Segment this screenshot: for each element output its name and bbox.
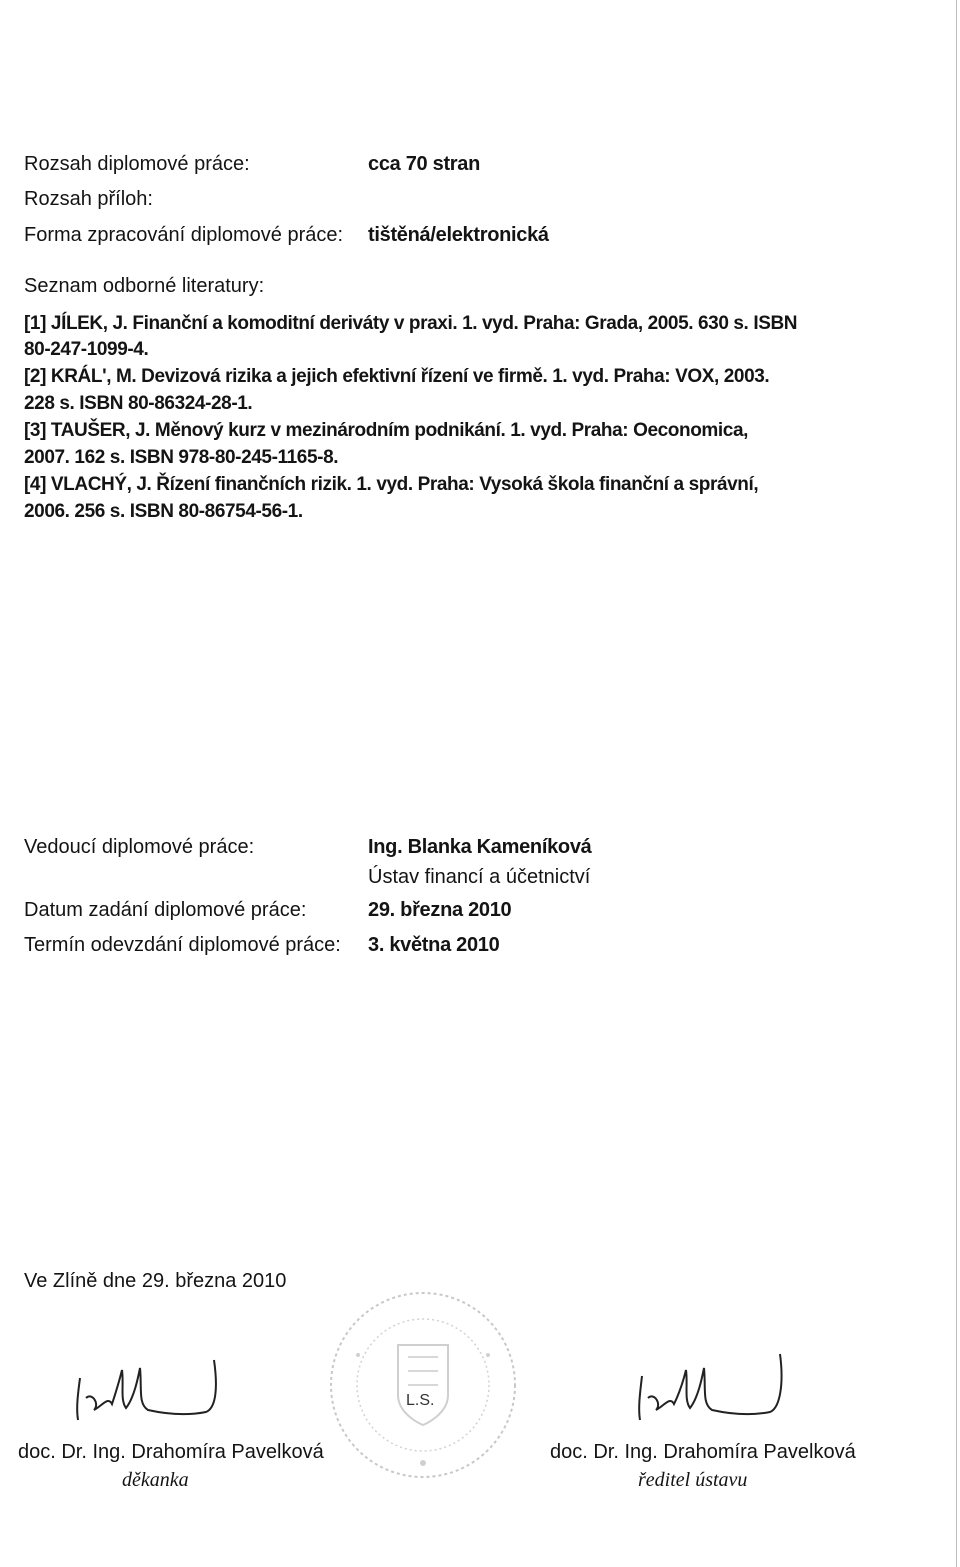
right-signatory-name: doc. Dr. Ing. Drahomíra Pavelková bbox=[550, 1441, 856, 1463]
reference-line: 2006. 256 s. ISBN 80-86754-56-1. bbox=[24, 501, 303, 522]
reference-line: 228 s. ISBN 80-86324-28-1. bbox=[24, 393, 253, 414]
literature-heading: Seznam odborné literatury: bbox=[24, 275, 265, 297]
place-date: Ve Zlíně dne 29. března 2010 bbox=[24, 1270, 287, 1292]
supervisor-name: Ing. Blanka Kameníková bbox=[368, 836, 592, 858]
supervisor-department: Ústav financí a účetnictví bbox=[368, 866, 591, 888]
prilohy-label: Rozsah příloh: bbox=[24, 188, 153, 210]
reference-line: [2] KRÁL', M. Devizová rizika a jejich efektivní řízení ve firmě. 1. vyd. Praha: VOX, 2003. bbox=[24, 366, 770, 387]
zadani-value: 29. března 2010 bbox=[368, 899, 512, 921]
reference-line: 2007. 162 s. ISBN 978-80-245-1165-8. bbox=[24, 447, 339, 468]
rozsah-value: cca 70 stran bbox=[368, 153, 481, 175]
rozsah-label: Rozsah diplomové práce: bbox=[24, 153, 250, 175]
stamp-label: L.S. bbox=[406, 1392, 435, 1409]
reference-line: [4] VLACHÝ, J. Řízení finančních rizik. 1. vyd. Praha: Vysoká škola finanční a správní, bbox=[24, 474, 759, 495]
left-signatory-role: děkanka bbox=[122, 1469, 189, 1491]
left-signature bbox=[56, 1348, 236, 1428]
scan-edge-line bbox=[956, 0, 957, 1567]
reference-line: [1] JÍLEK, J. Finanční a komoditní deriváty v praxi. 1. vyd. Praha: Grada, 2005. 630 s. ISBN bbox=[24, 313, 798, 334]
reference-line: 80-247-1099-4. bbox=[24, 339, 149, 360]
zadani-label: Datum zadání diplomové práce: bbox=[24, 899, 307, 921]
right-signatory-role: ředitel ústavu bbox=[638, 1469, 748, 1491]
reference-line: [3] TAUŠER, J. Měnový kurz v mezinárodním podnikání. 1. vyd. Praha: Oeconomica, bbox=[24, 420, 749, 441]
university-stamp bbox=[318, 1285, 528, 1485]
left-signatory-name: doc. Dr. Ing. Drahomíra Pavelková bbox=[18, 1441, 324, 1463]
termin-value: 3. května 2010 bbox=[368, 934, 500, 956]
termin-label: Termín odevzdání diplomové práce: bbox=[24, 934, 341, 956]
forma-value: tištěná/elektronická bbox=[368, 224, 549, 246]
forma-label: Forma zpracování diplomové práce: bbox=[24, 224, 344, 246]
supervisor-label: Vedoucí diplomové práce: bbox=[24, 836, 255, 858]
right-signature bbox=[620, 1348, 800, 1428]
